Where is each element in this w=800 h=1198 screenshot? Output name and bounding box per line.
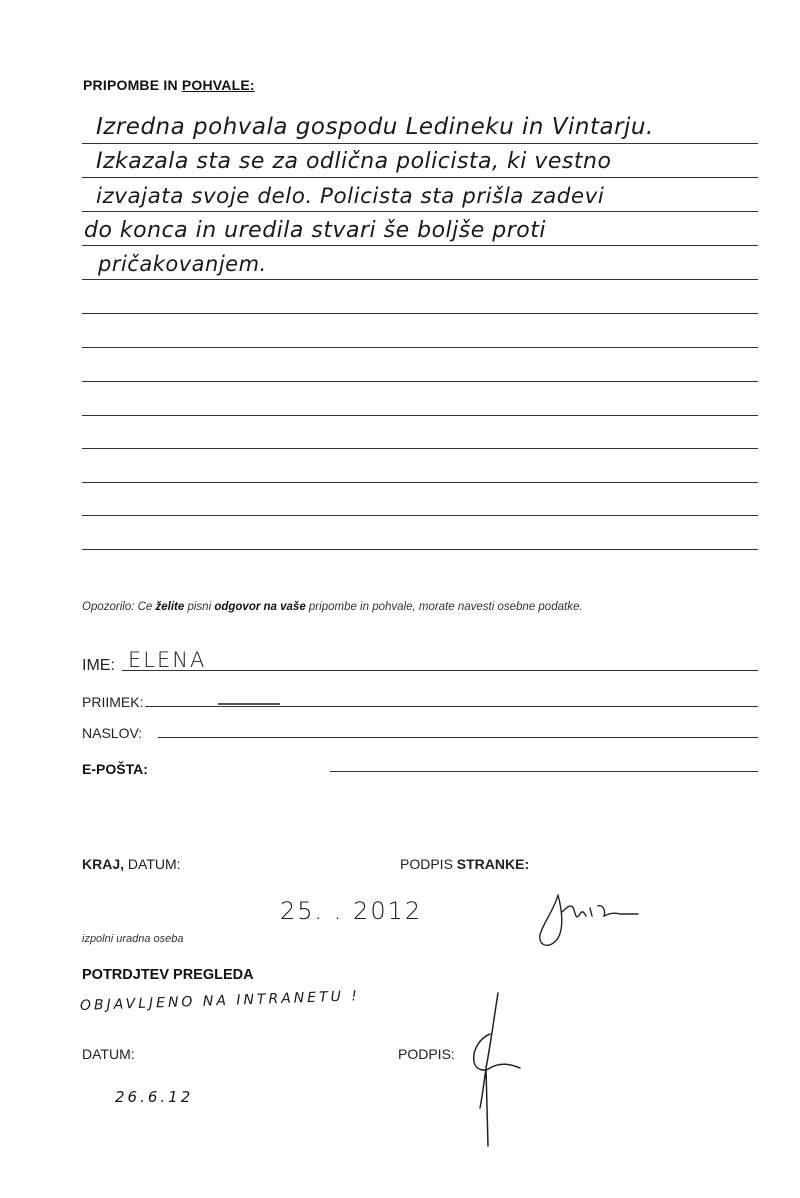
izpolni-label: izpolni uradna oseba xyxy=(82,933,184,945)
heading-part1: PRIPOMBE IN xyxy=(83,77,182,93)
rule-line xyxy=(82,482,758,483)
warning-mid: pisni xyxy=(184,601,215,613)
kraj-label: KRAJ, xyxy=(82,856,125,872)
datum-label: DATUM: xyxy=(82,1046,135,1062)
official-signature xyxy=(466,988,530,1148)
rule-line xyxy=(82,448,758,449)
warning-emphasis: odgovor na vaše xyxy=(214,601,306,613)
podpis-stranke-label xyxy=(400,856,529,872)
priimek-line xyxy=(145,706,758,707)
podpis2-label: PODPIS: xyxy=(398,1046,455,1062)
ime-label: IME: xyxy=(82,657,115,674)
rule-line xyxy=(82,313,758,314)
customer-date: 25. . 2012 xyxy=(280,897,423,925)
form-heading xyxy=(83,77,255,93)
rule-line xyxy=(82,143,758,144)
redaction-mark xyxy=(218,703,280,705)
rule-line xyxy=(82,515,758,516)
heading-part2: POHVALE: xyxy=(181,77,255,93)
warning-emphasis: želite xyxy=(155,601,185,613)
comment-line: pričakovanjem. xyxy=(98,252,267,276)
rule-line xyxy=(82,177,758,178)
objavljeno-note: OBJAVLJENO NA INTRANETU ! xyxy=(79,988,361,1014)
kraj-datum-label xyxy=(82,856,181,872)
priimek-label: PRIIMEK: xyxy=(82,694,144,710)
warning-suffix: pripombe in pohvale, morate navesti osebne podatke. xyxy=(305,601,583,613)
comment-line: Izkazala sta se za odlična policista, ki vestno xyxy=(96,149,612,174)
naslov-label: NASLOV: xyxy=(82,725,143,741)
potrditev-label: POTRDJTEV PREGLEDA xyxy=(82,967,254,983)
eposta-line xyxy=(330,771,758,772)
comment-line: Izredna pohvala gospodu Ledineku in Vintarju. xyxy=(96,114,654,140)
rule-line xyxy=(82,381,758,382)
ime-value: ELENA xyxy=(128,648,207,672)
stranke-label: STRANKE: xyxy=(456,856,530,872)
rule-line xyxy=(82,549,758,550)
warning-note xyxy=(82,601,583,613)
comment-line: do konca in uredila stvari še boljše proti xyxy=(84,218,546,243)
naslov-line xyxy=(158,737,758,738)
customer-signature xyxy=(528,880,648,955)
comment-line: izvajata svoje delo. Policista sta prišla zadevi xyxy=(96,184,605,209)
rule-line xyxy=(82,211,758,212)
ime-line xyxy=(122,670,758,671)
rule-line xyxy=(82,245,758,246)
datum-inline-label: DATUM: xyxy=(124,856,181,872)
rule-line xyxy=(82,347,758,348)
rule-line xyxy=(82,279,758,280)
warning-prefix: Opozorilo: Ce xyxy=(82,601,156,613)
rule-line xyxy=(82,415,758,416)
eposta-label: E-POŠTA: xyxy=(82,761,148,777)
review-date: 26.6.12 xyxy=(115,1088,194,1106)
podpis-label: PODPIS xyxy=(400,856,457,872)
